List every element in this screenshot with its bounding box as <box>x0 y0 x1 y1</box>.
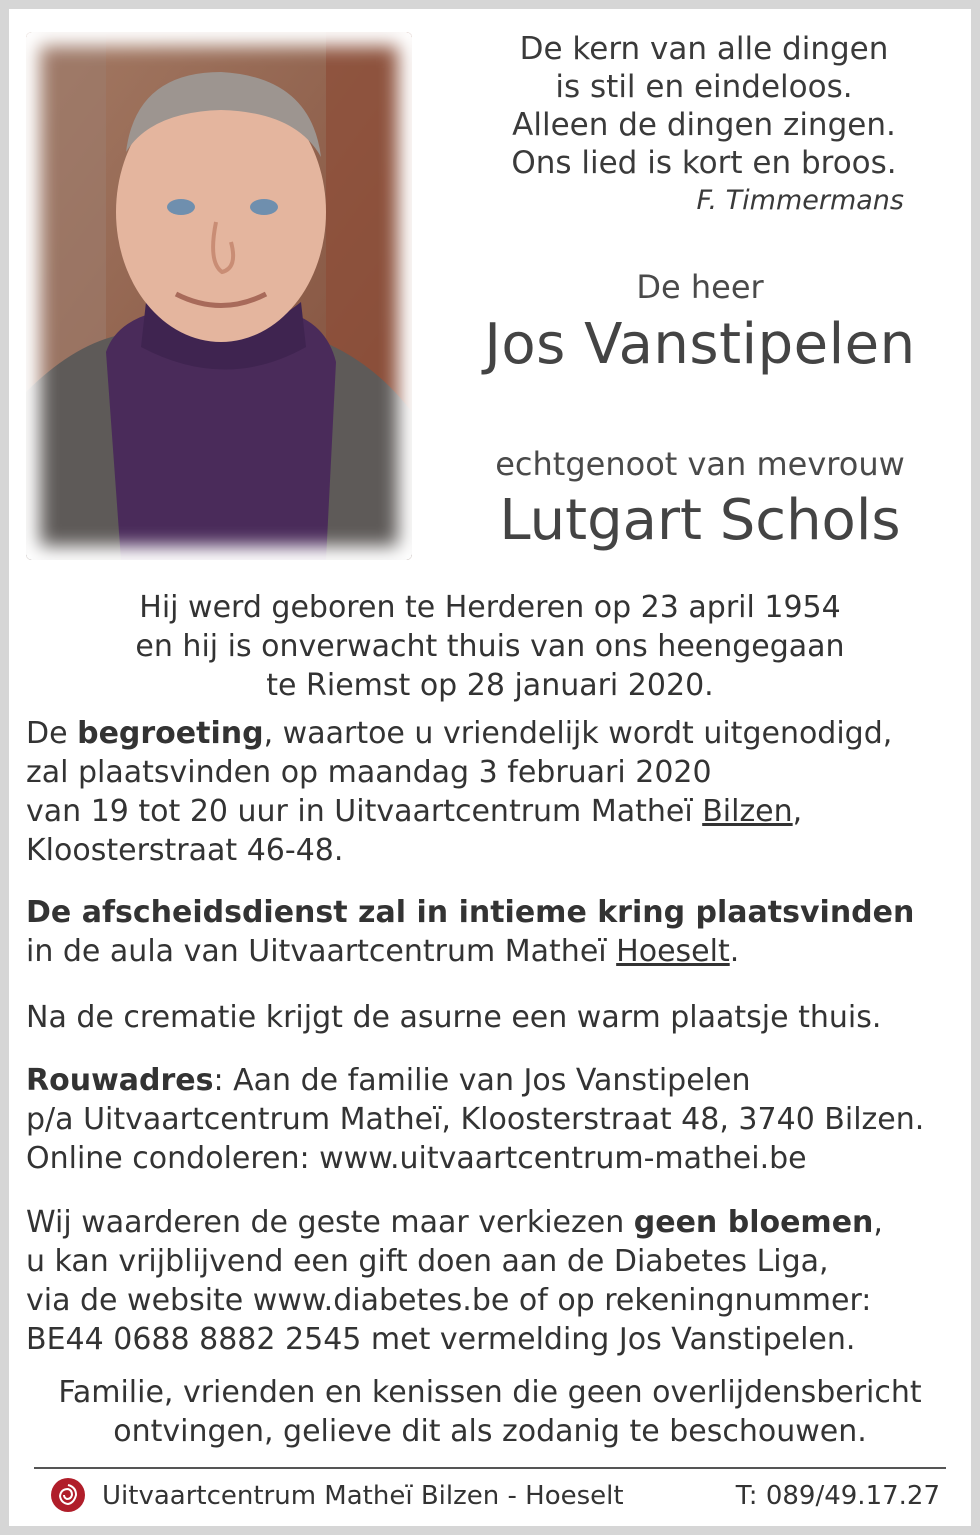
portrait-illustration <box>26 32 412 560</box>
service-location-prefix: in de aula van Uitvaartcentrum Matheï <box>26 934 617 969</box>
greeting-location-suffix: , <box>792 794 803 829</box>
spouse-name: Lutgart Schols <box>499 488 901 553</box>
poem-line: is stil en eindeloos. <box>555 69 853 105</box>
hoeselt-link[interactable]: Hoeselt <box>616 934 730 969</box>
closing-line: ontvingen, gelieve dit als zodanig te beschouwen. <box>113 1414 867 1449</box>
service-paragraph <box>26 893 966 971</box>
address-label: Rouwadres <box>26 1063 214 1098</box>
poem <box>464 30 904 220</box>
service-heading: De afscheidsdienst zal in intieme kring plaatsvinden <box>26 895 915 930</box>
poem-author: F. Timmermans <box>696 185 904 216</box>
portrait-photo <box>26 32 412 560</box>
service-line <box>26 932 966 971</box>
condolence-line: Online condoleren: www.uitvaartcentrum-mathei.be <box>26 1141 807 1176</box>
greeting-line <box>26 792 966 831</box>
greeting-paragraph <box>26 714 966 870</box>
footer-divider <box>34 1467 946 1469</box>
cremation-paragraph <box>26 998 966 1037</box>
greeting-line: zal plaatsvinden op maandag 3 februari 2020 <box>26 755 712 790</box>
deceased-name: Jos Vanstipelen <box>484 312 916 377</box>
flowers-line: u kan vrijblijvend een gift doen aan de Diabetes Liga, <box>26 1244 829 1279</box>
closing-note <box>0 1373 980 1451</box>
no-flowers-keyword: geen bloemen <box>633 1205 874 1240</box>
address-line <box>26 1061 966 1100</box>
flowers-line: via de website www.diabetes.be of op rekeningnummer: <box>26 1283 872 1318</box>
flowers-paragraph <box>26 1203 966 1359</box>
greeting-location-prefix: van 19 tot 20 uur in Uitvaartcentrum Matheï <box>26 794 703 829</box>
cremation-text: Na de crematie krijgt de asurne een warm plaatsje thuis. <box>26 1000 882 1035</box>
deceased-title: De heer <box>636 268 764 306</box>
flowers-prefix: Wij waarderen de geste maar verkiezen <box>26 1205 634 1240</box>
rose-logo-icon <box>50 1477 86 1513</box>
poem-line: Ons lied is kort en broos. <box>511 145 897 181</box>
service-location-suffix: . <box>729 934 740 969</box>
footer <box>40 1477 940 1517</box>
flowers-line: BE44 0688 8882 2545 met vermelding Jos Vanstipelen. <box>26 1322 856 1357</box>
announcement-line: en hij is onverwacht thuis van ons heengegaan <box>135 629 845 664</box>
greeting-line <box>26 714 966 753</box>
birth-death-announcement <box>0 588 980 705</box>
greeting-keyword: begroeting <box>77 716 264 751</box>
greeting-rest: , waartoe u vriendelijk wordt uitgenodigd, <box>263 716 893 751</box>
closing-line: Familie, vrienden en kenissen die geen overlijdensbericht <box>58 1375 922 1410</box>
address-paragraph <box>26 1061 966 1178</box>
poem-line: De kern van alle dingen <box>519 31 889 67</box>
announcement-line: Hij werd geboren te Herderen op 23 april 1954 <box>139 590 841 625</box>
phone-number: T: 089/49.17.27 <box>735 1481 940 1511</box>
bilzen-link[interactable]: Bilzen <box>702 794 793 829</box>
announcement-line: te Riemst op 28 januari 2020. <box>266 668 714 703</box>
address-family: : Aan de familie van Jos Vanstipelen <box>213 1063 751 1098</box>
greeting-prefix: De <box>26 716 78 751</box>
greeting-line: Kloosterstraat 46-48. <box>26 833 344 868</box>
poem-line: Alleen de dingen zingen. <box>512 107 896 143</box>
flowers-line <box>26 1203 966 1242</box>
address-line: p/a Uitvaartcentrum Matheï, Kloosterstraat 48, 3740 Bilzen. <box>26 1102 925 1137</box>
flowers-suffix: , <box>873 1205 883 1240</box>
funeral-home-name: Uitvaartcentrum Matheï Bilzen - Hoeselt <box>102 1481 624 1511</box>
relation-label: echtgenoot van mevrouw <box>495 445 905 483</box>
